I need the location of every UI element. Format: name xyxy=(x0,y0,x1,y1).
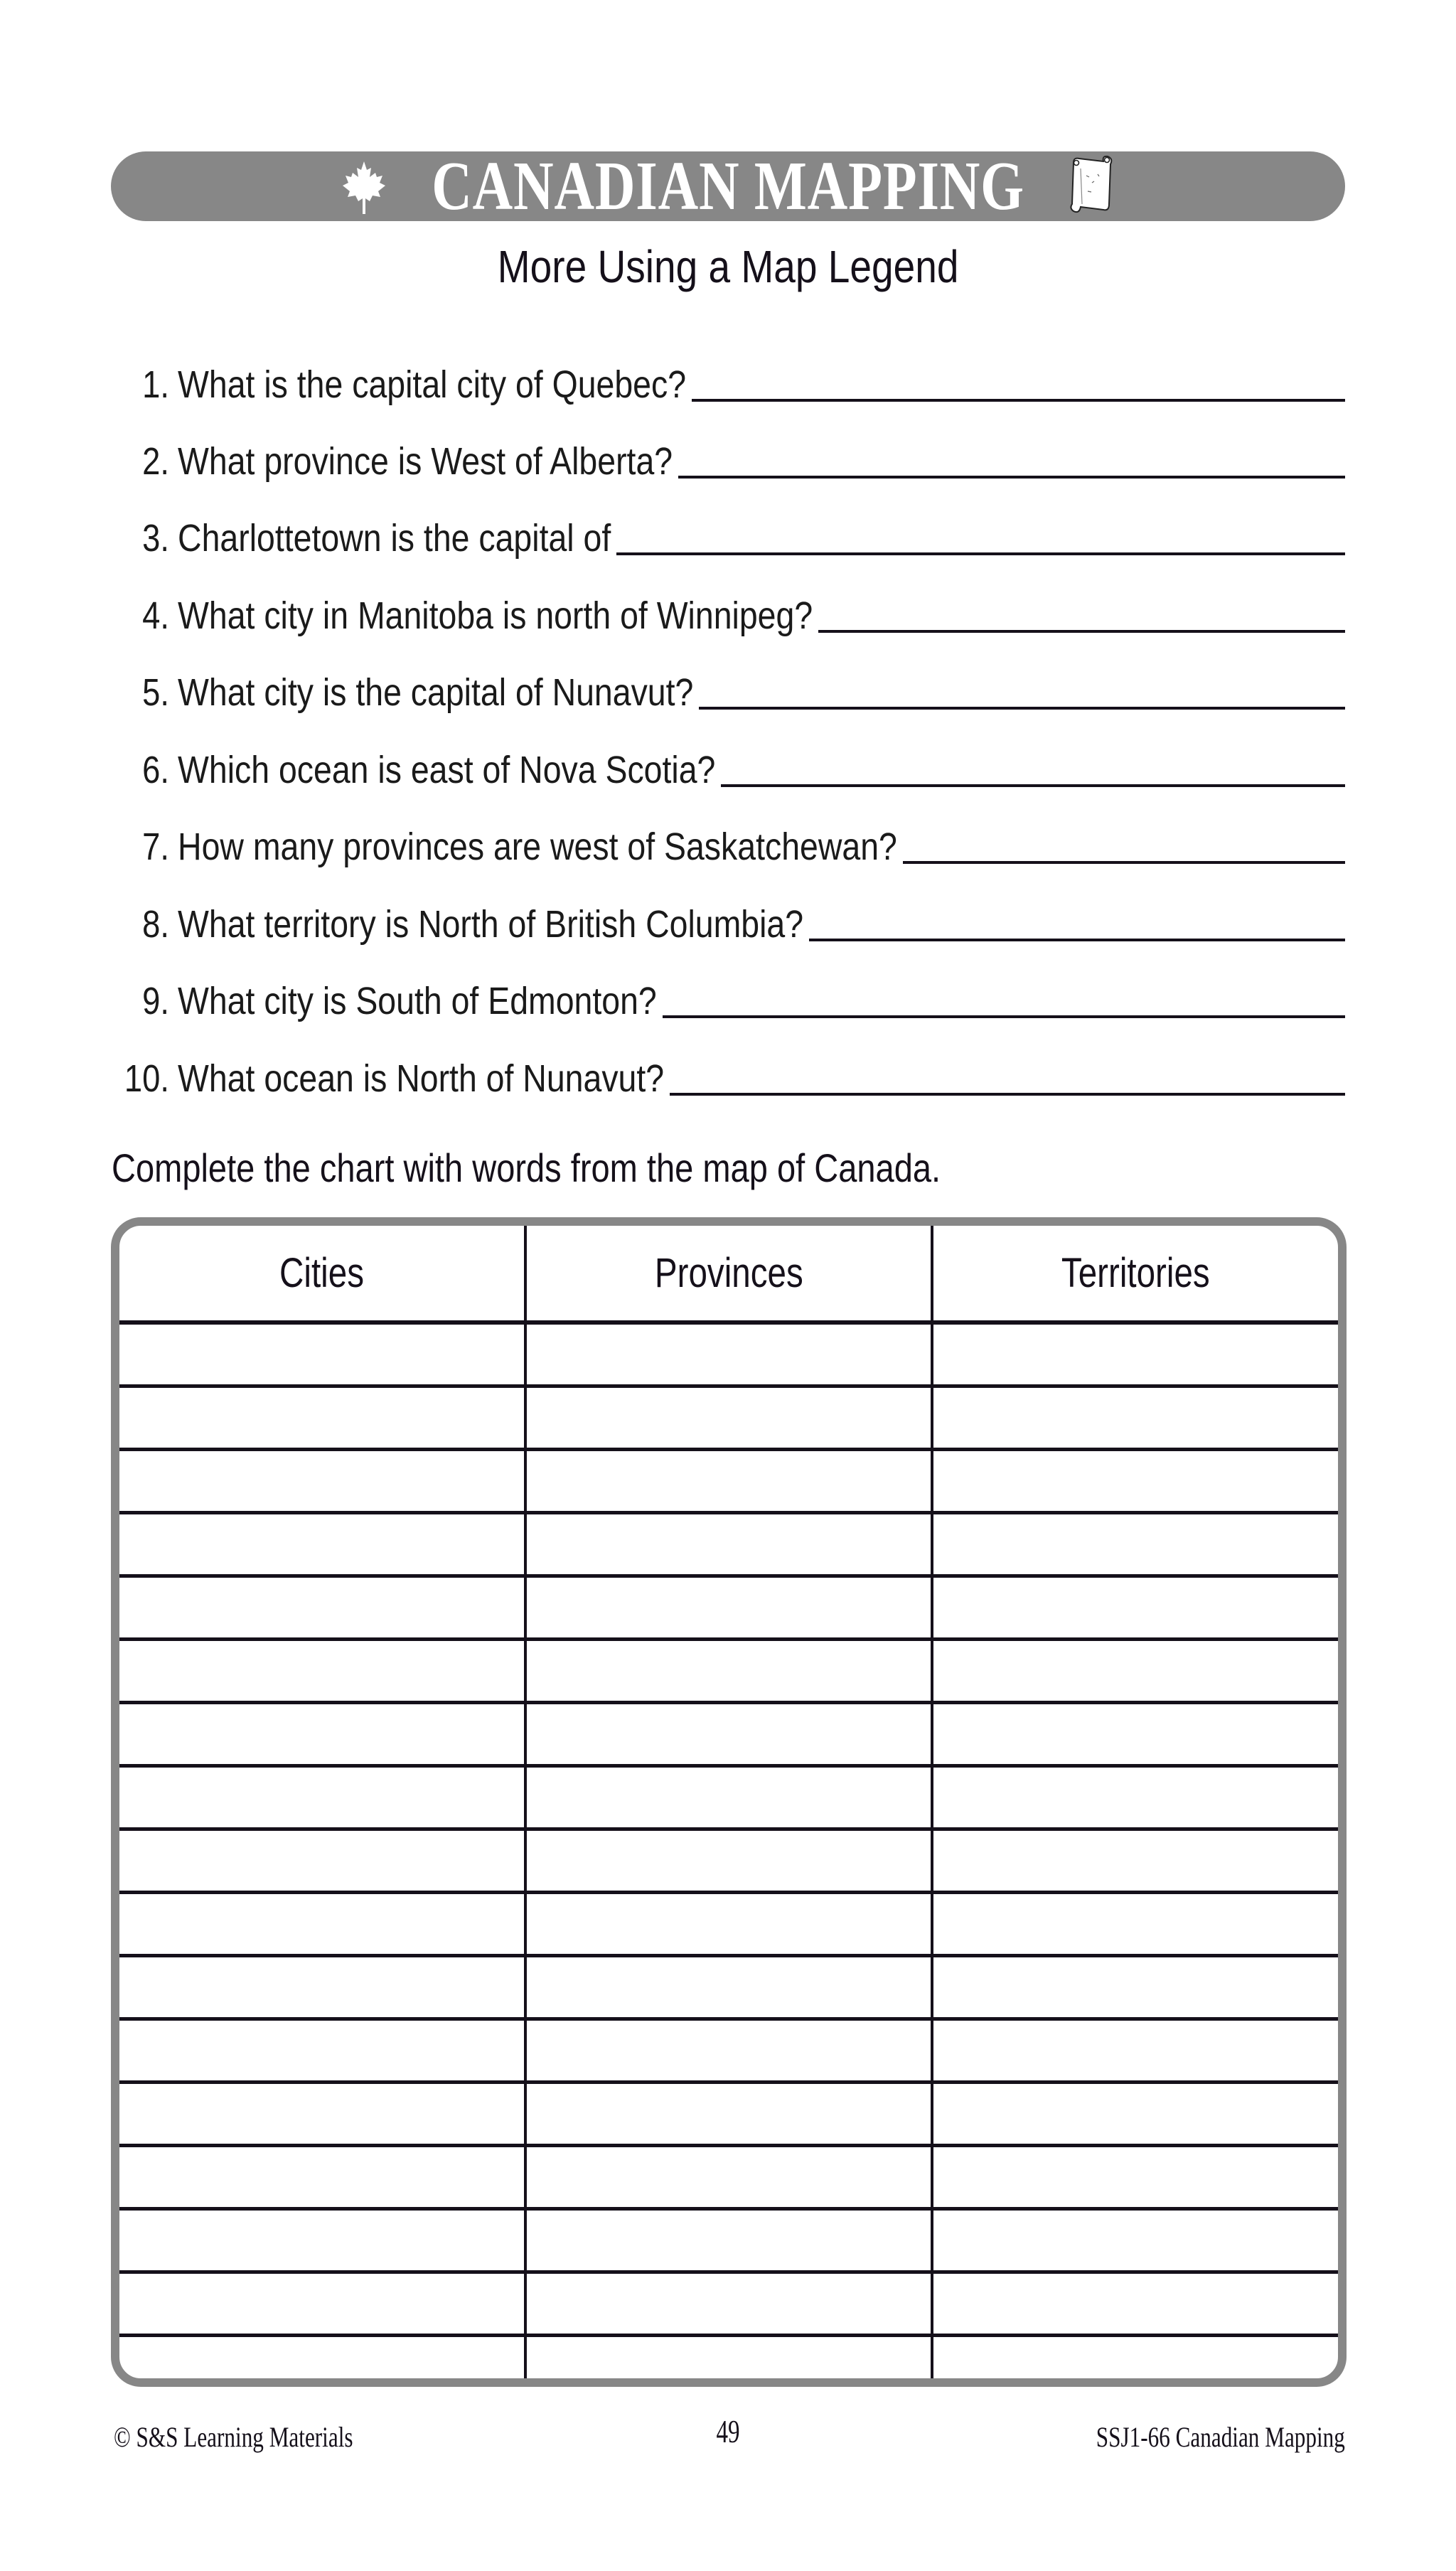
cell-provinces[interactable] xyxy=(525,1513,931,1576)
answer-line[interactable] xyxy=(678,476,1345,479)
cell-cities[interactable] xyxy=(119,2019,525,2083)
cell-cities[interactable] xyxy=(119,1576,525,1640)
question-number: 10. xyxy=(124,1057,169,1100)
cell-provinces[interactable] xyxy=(525,1576,931,1640)
cell-cities[interactable] xyxy=(119,1766,525,1829)
column-header-territories: Territories xyxy=(932,1226,1338,1322)
cell-territories[interactable] xyxy=(932,2146,1338,2209)
question-number: 2. xyxy=(142,440,169,483)
cell-provinces[interactable] xyxy=(525,1450,931,1513)
cell-cities[interactable] xyxy=(119,2083,525,2146)
answer-line[interactable] xyxy=(616,552,1345,555)
question-text: What city is the capital of Nunavut? xyxy=(178,671,694,714)
question-number: 6. xyxy=(142,749,169,791)
table-row xyxy=(119,2146,1338,2209)
table-row xyxy=(119,1829,1338,1893)
cell-provinces[interactable] xyxy=(525,2209,931,2272)
question-row xyxy=(107,811,1345,868)
cell-provinces[interactable] xyxy=(525,1322,931,1386)
table-row xyxy=(119,1513,1338,1576)
table-row xyxy=(119,2019,1338,2083)
cell-territories[interactable] xyxy=(932,2019,1338,2083)
cell-provinces[interactable] xyxy=(525,2083,931,2146)
question-row xyxy=(107,580,1345,637)
answer-line[interactable] xyxy=(699,707,1345,710)
question-text: What city in Manitoba is north of Winnipeg? xyxy=(178,594,813,637)
cell-cities[interactable] xyxy=(119,1640,525,1703)
question-text: What is the capital city of Quebec? xyxy=(178,363,687,406)
answer-line[interactable] xyxy=(818,630,1345,633)
table-row xyxy=(119,2272,1338,2336)
cell-territories[interactable] xyxy=(932,1450,1338,1513)
cell-provinces[interactable] xyxy=(525,2272,931,2336)
question-row xyxy=(107,657,1345,714)
cell-provinces[interactable] xyxy=(525,1766,931,1829)
title-banner xyxy=(111,148,1345,225)
cell-cities[interactable] xyxy=(119,1956,525,2019)
cell-territories[interactable] xyxy=(932,1893,1338,1956)
question-text: Which ocean is east of Nova Scotia? xyxy=(178,749,716,791)
question-number: 9. xyxy=(142,980,169,1022)
table-row xyxy=(119,1386,1338,1450)
cell-territories[interactable] xyxy=(932,2209,1338,2272)
question-row xyxy=(107,966,1345,1022)
page-number: 49 xyxy=(716,2413,740,2449)
question-row xyxy=(107,1043,1345,1100)
question-row xyxy=(107,426,1345,483)
question-text: What territory is North of British Columbia? xyxy=(178,903,804,946)
cell-territories[interactable] xyxy=(932,2336,1338,2388)
question-number: 3. xyxy=(142,517,169,560)
answer-line[interactable] xyxy=(663,1015,1345,1018)
column-header-provinces: Provinces xyxy=(525,1226,931,1322)
cell-provinces[interactable] xyxy=(525,1640,931,1703)
cell-cities[interactable] xyxy=(119,1703,525,1766)
answer-line[interactable] xyxy=(670,1093,1345,1096)
cell-cities[interactable] xyxy=(119,1893,525,1956)
answer-line[interactable] xyxy=(809,939,1345,941)
page-title: More Using a Map Legend xyxy=(497,241,959,292)
question-row xyxy=(107,503,1345,560)
cell-territories[interactable] xyxy=(932,1386,1338,1450)
cell-cities[interactable] xyxy=(119,1513,525,1576)
cell-provinces[interactable] xyxy=(525,2146,931,2209)
answer-line[interactable] xyxy=(692,399,1345,402)
cell-territories[interactable] xyxy=(932,1956,1338,2019)
cell-provinces[interactable] xyxy=(525,1386,931,1450)
footer-book-title: SSJ1-66 Canadian Mapping xyxy=(1096,2421,1345,2453)
question-row xyxy=(107,349,1345,406)
cell-provinces[interactable] xyxy=(525,1829,931,1893)
table-row xyxy=(119,1893,1338,1956)
footer-copyright: © S&S Learning Materials xyxy=(114,2421,353,2453)
table-row xyxy=(119,1450,1338,1513)
cell-cities[interactable] xyxy=(119,1386,525,1450)
cell-territories[interactable] xyxy=(932,1640,1338,1703)
question-text: Charlottetown is the capital of xyxy=(178,517,611,560)
cell-provinces[interactable] xyxy=(525,2336,931,2388)
cell-territories[interactable] xyxy=(932,1766,1338,1829)
answer-line[interactable] xyxy=(903,861,1345,864)
table-row xyxy=(119,1703,1338,1766)
map-scroll-icon xyxy=(1066,154,1115,214)
column-header-cities: Cities xyxy=(119,1226,525,1322)
question-number: 8. xyxy=(142,903,169,946)
chart-table-frame xyxy=(111,1217,1347,2387)
chart-table xyxy=(119,1226,1338,2387)
table-row xyxy=(119,1956,1338,2019)
cell-provinces[interactable] xyxy=(525,1703,931,1766)
question-text: What city is South of Edmonton? xyxy=(178,980,657,1022)
cell-cities[interactable] xyxy=(119,2272,525,2336)
table-row xyxy=(119,2336,1338,2388)
question-number: 4. xyxy=(142,594,169,637)
cell-cities[interactable] xyxy=(119,1322,525,1386)
question-row xyxy=(107,734,1345,791)
question-number: 1. xyxy=(142,363,169,406)
question-number: 7. xyxy=(142,825,169,868)
question-text: How many provinces are west of Saskatchewan? xyxy=(178,825,897,868)
cell-cities[interactable] xyxy=(119,2209,525,2272)
table-row xyxy=(119,1576,1338,1640)
cell-territories[interactable] xyxy=(932,1703,1338,1766)
cell-cities[interactable] xyxy=(119,1450,525,1513)
banner-title: CANADIAN MAPPING xyxy=(432,148,1024,225)
cell-territories[interactable] xyxy=(932,1576,1338,1640)
question-row xyxy=(107,889,1345,946)
question-text: What ocean is North of Nunavut? xyxy=(178,1057,665,1100)
table-row xyxy=(119,2083,1338,2146)
table-row xyxy=(119,1322,1338,1386)
cell-provinces[interactable] xyxy=(525,2019,931,2083)
cell-territories[interactable] xyxy=(932,1322,1338,1386)
cell-cities[interactable] xyxy=(119,2146,525,2209)
question-number: 5. xyxy=(142,671,169,714)
cell-provinces[interactable] xyxy=(525,1956,931,2019)
chart-instruction: Complete the chart with words from the map of Canada. xyxy=(112,1145,941,1190)
table-row xyxy=(119,1640,1338,1703)
cell-territories[interactable] xyxy=(932,1829,1338,1893)
answer-line[interactable] xyxy=(721,784,1345,787)
cell-cities[interactable] xyxy=(119,2336,525,2388)
cell-cities[interactable] xyxy=(119,1829,525,1893)
cell-territories[interactable] xyxy=(932,1513,1338,1576)
cell-provinces[interactable] xyxy=(525,1893,931,1956)
question-text: What province is West of Alberta? xyxy=(178,440,673,483)
table-row xyxy=(119,2209,1338,2272)
table-row xyxy=(119,1766,1338,1829)
cell-territories[interactable] xyxy=(932,2272,1338,2336)
cell-territories[interactable] xyxy=(932,2083,1338,2146)
